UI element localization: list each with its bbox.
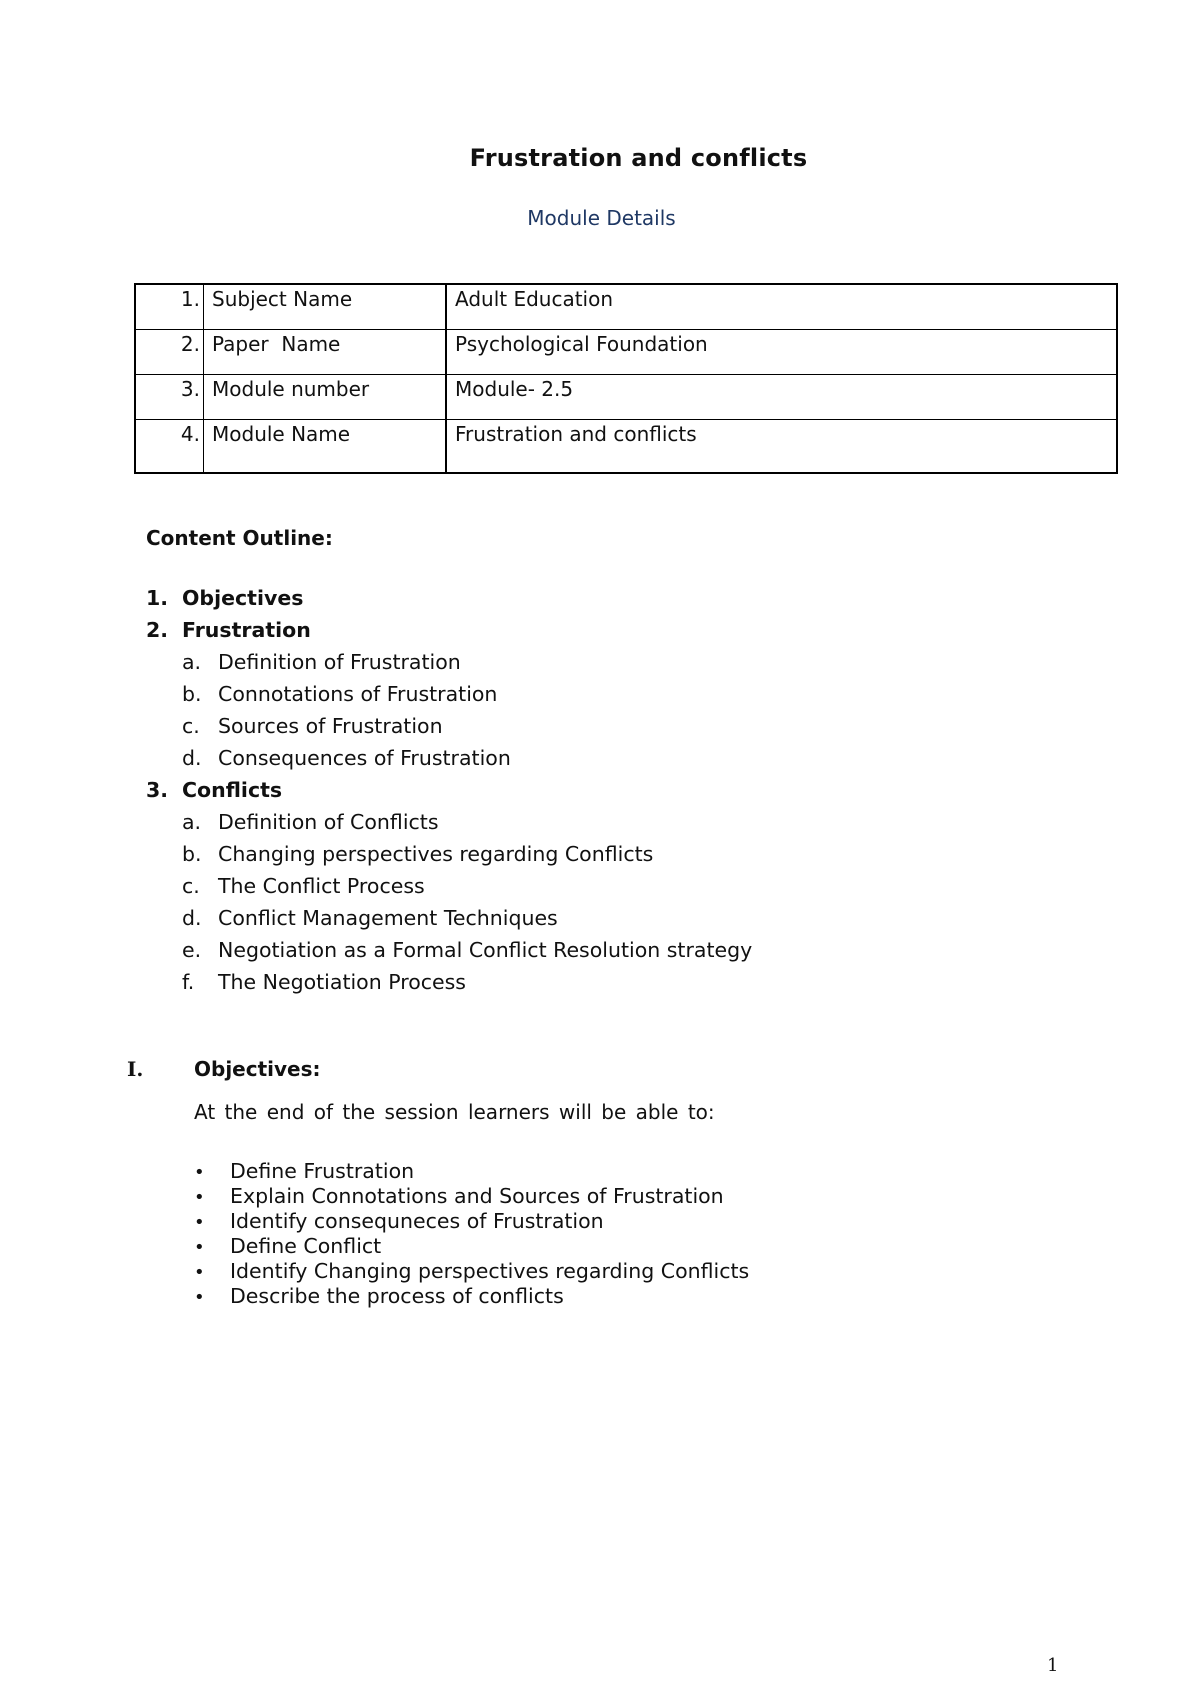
bullet-icon: • (194, 1212, 205, 1233)
bullet-icon: • (194, 1262, 205, 1283)
bullet-icon: • (194, 1237, 205, 1258)
outline-item-label: Frustration (182, 618, 311, 642)
list-item-text: Define Conflict (230, 1234, 382, 1258)
list-item (194, 1284, 749, 1309)
row-number: 1. (135, 284, 204, 329)
outline-subitem (146, 934, 752, 966)
outline-subitem (146, 678, 752, 710)
bullet-icon: • (194, 1287, 205, 1308)
row-value: Adult Education (446, 284, 1117, 329)
outline-subitem-letter: a. (182, 650, 202, 674)
section-title: Objectives: (194, 1057, 321, 1081)
outline-subitem (146, 838, 752, 870)
outline-subitem-text: Sources of Frustration (218, 714, 443, 738)
outline-item-number: 3. (146, 778, 169, 802)
objectives-heading (127, 1057, 321, 1081)
table-row (135, 419, 1117, 473)
outline-subitem-text: Consequences of Frustration (218, 746, 511, 770)
outline-item-label: Conflicts (182, 778, 283, 802)
list-item-text: Identify consequneces of Frustration (230, 1209, 604, 1233)
page-number: 1 (1047, 1655, 1059, 1676)
outline-subitem (146, 966, 752, 998)
row-number: 2. (135, 329, 204, 374)
bullet-icon: • (194, 1162, 205, 1183)
row-label: Paper Name (204, 329, 447, 374)
table-row (135, 284, 1117, 329)
outline-subitem-text: Conflict Management Techniques (218, 906, 558, 930)
row-number: 3. (135, 374, 204, 419)
outline-subitem (146, 902, 752, 934)
outline-subitem-letter: d. (182, 906, 202, 930)
list-item-text: Identify Changing perspectives regarding Conflicts (230, 1259, 750, 1283)
list-item-text: Describe the process of conflicts (230, 1284, 564, 1308)
row-value: Frustration and conflicts (446, 419, 1117, 473)
outline-subitem-letter: a. (182, 810, 202, 834)
outline-item-number: 1. (146, 586, 169, 610)
outline-subitem-letter: b. (182, 842, 202, 866)
row-label: Module Name (204, 419, 447, 473)
outline-item-label: Objectives (182, 586, 304, 610)
outline-subitem-letter: f. (182, 970, 195, 994)
outline-subitem-text: Connotations of Frustration (218, 682, 498, 706)
outline-subitem-text: Changing perspectives regarding Conflicts (218, 842, 654, 866)
row-label: Module number (204, 374, 447, 419)
row-label: Subject Name (204, 284, 447, 329)
outline-subitem-text: The Negotiation Process (218, 970, 466, 994)
outline-subitem-letter: c. (182, 714, 200, 738)
module-details-table (134, 283, 1118, 474)
outline-subitem-text: The Conflict Process (218, 874, 425, 898)
outline-subitem-text: Definition of Frustration (218, 650, 461, 674)
outline-subitem-letter: e. (182, 938, 202, 962)
list-item (194, 1209, 749, 1234)
outline-subitem-text: Negotiation as a Formal Conflict Resolution strategy (218, 938, 753, 962)
outline-subitem-letter: b. (182, 682, 202, 706)
list-item (194, 1234, 749, 1259)
table-row (135, 329, 1117, 374)
row-number: 4. (135, 419, 204, 473)
outline-subitem-text: Definition of Conflicts (218, 810, 439, 834)
row-value: Module- 2.5 (446, 374, 1117, 419)
outline-subitem-letter: c. (182, 874, 200, 898)
document-title: Frustration and conflicts (469, 144, 808, 172)
row-value: Psychological Foundation (446, 329, 1117, 374)
section-numeral: I. (127, 1057, 144, 1081)
list-item (194, 1259, 749, 1284)
bullet-icon: • (194, 1187, 205, 1208)
objectives-intro: At the end of the session learners will be able to: (194, 1100, 715, 1124)
outline-subitem (146, 646, 752, 678)
list-item-text: Explain Connotations and Sources of Frustration (230, 1184, 724, 1208)
outline-subitem-letter: d. (182, 746, 202, 770)
outline-subitem (146, 870, 752, 902)
outline-item (146, 774, 752, 806)
document-subtitle: Module Details (527, 206, 676, 230)
list-item-text: Define Frustration (230, 1159, 415, 1183)
outline-subitem (146, 710, 752, 742)
content-outline-heading: Content Outline: (146, 526, 333, 550)
list-item (194, 1184, 749, 1209)
list-item (194, 1159, 749, 1184)
objectives-bullet-list (194, 1159, 749, 1309)
content-outline-list (146, 582, 752, 998)
outline-item (146, 614, 752, 646)
table-row (135, 374, 1117, 419)
outline-subitem (146, 742, 752, 774)
outline-item-number: 2. (146, 618, 169, 642)
outline-item (146, 582, 752, 614)
outline-subitem (146, 806, 752, 838)
